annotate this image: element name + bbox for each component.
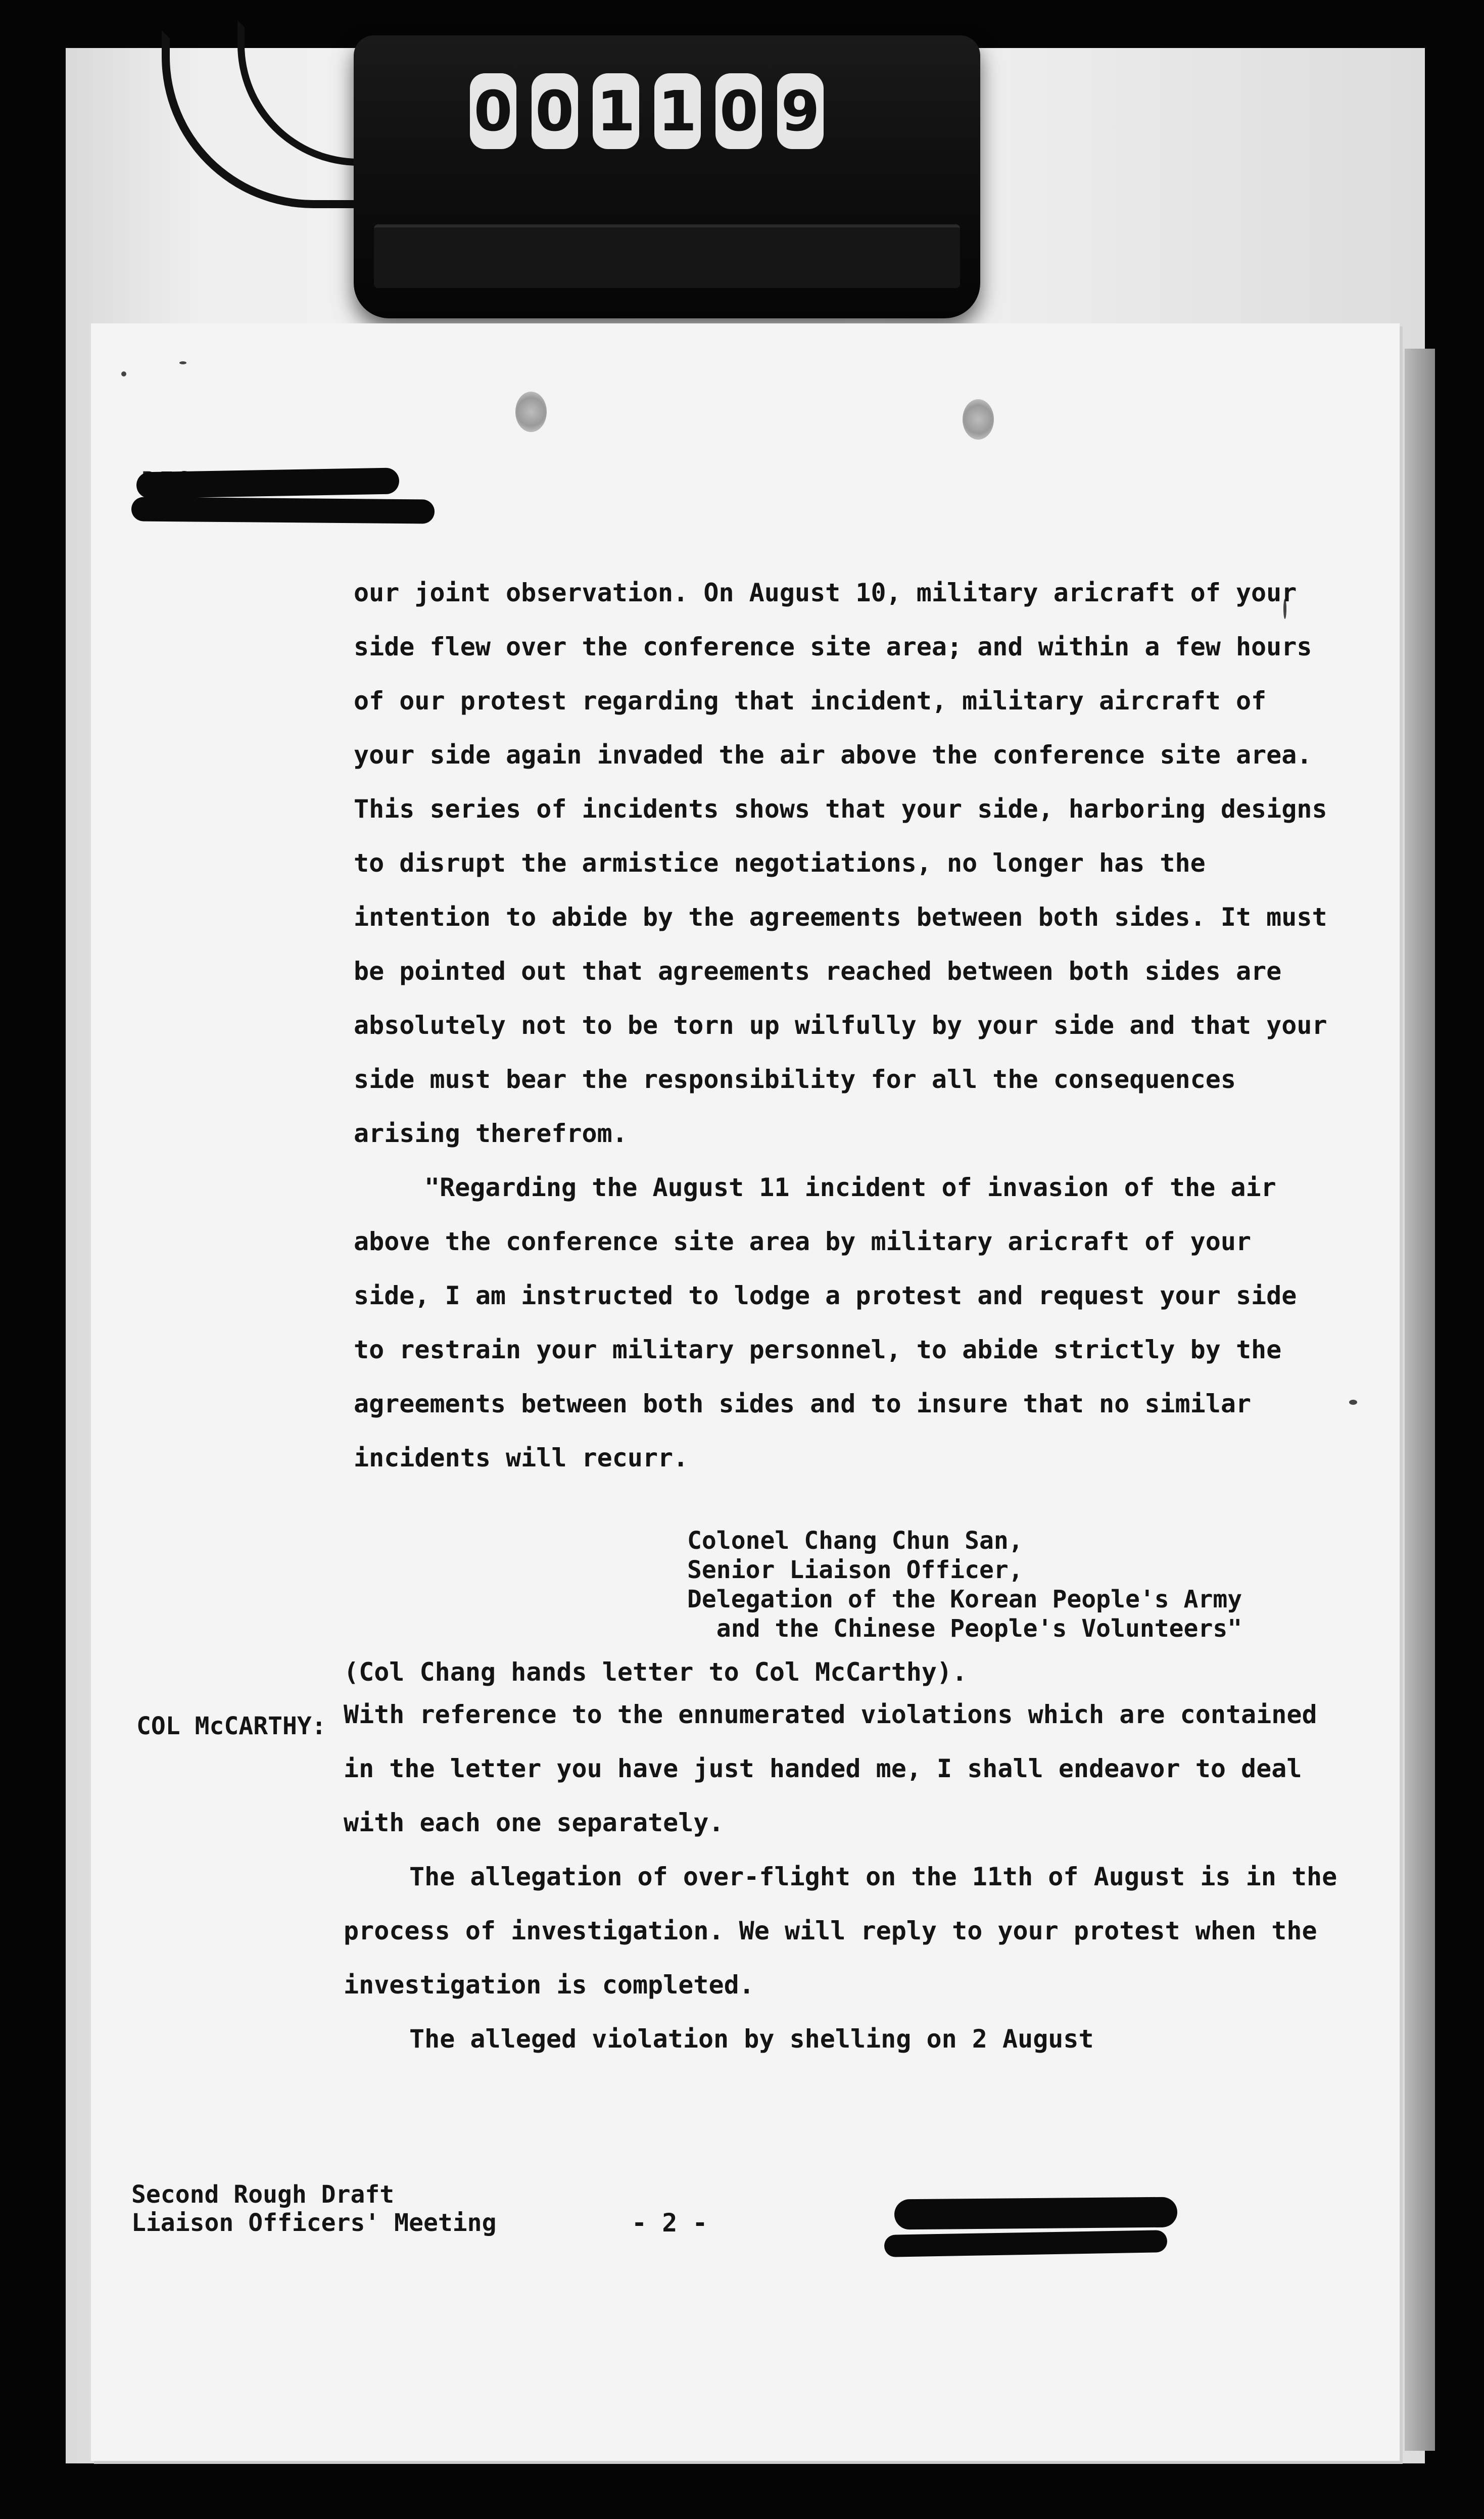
document-page — [91, 323, 1400, 2461]
frame-counter-device — [354, 35, 980, 318]
page-number: - 2 - — [632, 2208, 708, 2238]
speck — [121, 371, 126, 376]
redaction-bar — [884, 2230, 1168, 2257]
counter-digit: 0 — [470, 73, 516, 149]
redaction-bar — [894, 2197, 1178, 2230]
letter-body — [354, 566, 1339, 1485]
stage-direction: (Col Chang hands letter to Col McCarthy). — [344, 1657, 968, 1687]
counter-digit-window — [470, 66, 824, 157]
counter-digit: 1 — [654, 73, 701, 149]
signature-line: Colonel Chang Chun San, — [687, 1527, 1023, 1555]
board-edge-shadow — [1405, 349, 1435, 2451]
signature-line: Delegation of the Korean People's Army — [687, 1585, 1242, 1613]
footer-line: Liaison Officers' Meeting — [131, 2209, 497, 2237]
classification-redaction-bottom — [884, 2193, 1187, 2264]
signature-block — [687, 1526, 1242, 1643]
counter-digit: 9 — [777, 73, 824, 149]
classification-redaction-top — [131, 470, 409, 526]
counter-digit: 1 — [593, 73, 639, 149]
speech-paragraph: With reference to the ennumerated violations which are contained in the letter you have just handed me, I shall endeavor to deal with each one separately. — [344, 1700, 1317, 1837]
signature-line: and the Chinese People's Volunteers" — [687, 1614, 1242, 1643]
speck — [179, 361, 186, 364]
letter-paragraph: "Regarding the August 11 incident of invasion of the air above the conference site area by military aricraft of your side, I am instructed to lodge a protest and request your side to restrain your military personnel, to abide strictly by the agreements between both sides and to insure that no similar incidents will recurr. — [354, 1173, 1297, 1472]
signature-line: Senior Liaison Officer, — [687, 1556, 1023, 1584]
redaction-bar — [136, 467, 400, 498]
punch-hole — [515, 392, 547, 432]
speaker-label: COL McCARTHY: — [136, 1712, 326, 1740]
speech-body — [344, 1688, 1344, 2066]
speck — [1349, 1400, 1357, 1405]
letter-paragraph: our joint observation. On August 10, military aricraft of your side flew over the conference site area; and within a few hours of our protest regarding that incident, military aircraft of your side again invaded the air above the conference site area. This series of incidents shows that your side, harboring designs to disrupt the armistice negotiations, no longer has the intention to abide by the agreements between both sides. It must be pointed out that agreements reached between both sides are absolutely not to be torn up wilfully by your side and that your side must bear the responsibility for all the consequences arising therefrom. — [354, 578, 1327, 1148]
counter-digit: 0 — [532, 73, 578, 149]
footer-line: Second Rough Draft — [131, 2180, 395, 2209]
redaction-bar — [131, 497, 435, 524]
draft-footer — [131, 2180, 496, 2237]
speech-paragraph: The allegation of over-flight on the 11th of August is in the process of investigation. We will reply to your protest when the investigation is completed. — [344, 1862, 1337, 2000]
punch-hole — [963, 399, 994, 440]
counter-base — [374, 224, 960, 288]
speech-paragraph: The alleged violation by shelling on 2 August — [409, 2024, 1094, 2054]
counter-digit: 0 — [715, 73, 762, 149]
